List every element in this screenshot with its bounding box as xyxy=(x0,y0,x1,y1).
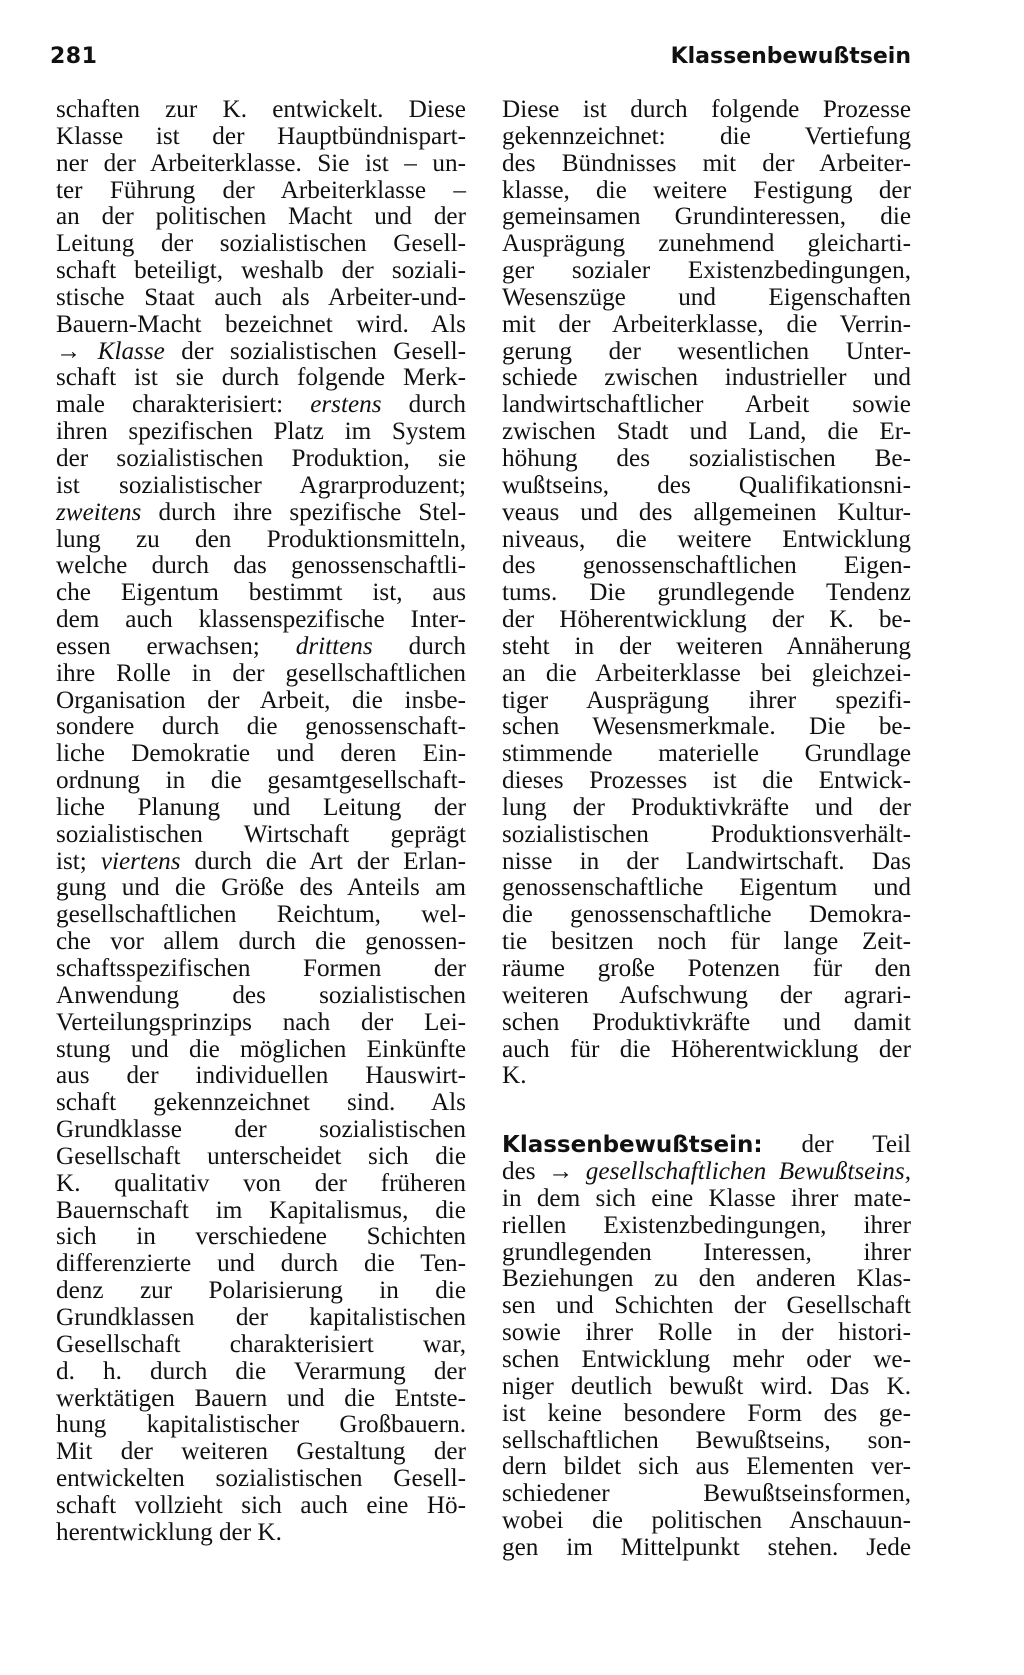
line-text: lung der Produktivkräfte und der xyxy=(502,793,911,821)
line-text: gung und die Größe des Anteils am xyxy=(56,874,466,902)
text-line xyxy=(56,1144,466,1171)
line-text: des Bündnisses mit der Arbeiter- xyxy=(502,149,911,177)
line-text: d. h. durch die Verarmung der xyxy=(56,1357,466,1385)
text-line xyxy=(56,151,466,178)
line-text: Mit der weiteren Gestaltung der xyxy=(56,1438,466,1466)
text-line xyxy=(502,849,911,876)
line-text: gesellschaftlichen Reichtum, wel- xyxy=(56,901,466,929)
text-line xyxy=(502,124,911,151)
line-text: entwickelten sozialistischen Gesell- xyxy=(56,1465,466,1493)
text-line xyxy=(502,392,911,419)
text-line xyxy=(56,1305,466,1332)
text-line xyxy=(56,741,466,768)
text-line xyxy=(56,849,466,876)
text-line xyxy=(56,473,466,500)
text-line xyxy=(56,1520,466,1547)
text-line xyxy=(56,1359,466,1386)
text-line xyxy=(56,339,466,366)
text-line xyxy=(56,795,466,822)
text-line xyxy=(502,822,911,849)
page-number: 281 xyxy=(50,44,98,69)
text-line xyxy=(56,902,466,929)
line-text: gen im Mittelpunkt stehen. Jede xyxy=(502,1533,911,1561)
line-text: aus der individuellen Hauswirt- xyxy=(56,1062,466,1090)
text-line xyxy=(502,1481,911,1508)
line-text: werktätigen Bauern und die Entste- xyxy=(56,1384,466,1412)
text-line xyxy=(502,1132,911,1159)
text-line xyxy=(56,446,466,473)
text-line xyxy=(502,97,911,124)
text-line xyxy=(56,1198,466,1225)
text-line xyxy=(502,258,911,285)
text-line xyxy=(502,151,911,178)
line-text: zwischen Stadt und Land, die Er- xyxy=(502,418,911,446)
italic-term: drittens xyxy=(295,632,373,660)
text-line xyxy=(56,527,466,554)
line-text: stimmende materielle Grundlage xyxy=(502,740,911,768)
text-line xyxy=(502,473,911,500)
line-text: schaft beteiligt, weshalb der soziali- xyxy=(56,257,466,285)
line-text: schaft vollzieht sich auch eine Hö- xyxy=(56,1491,466,1519)
line-text: schen Wesensmerkmale. Die be- xyxy=(502,713,911,741)
running-head: Klassenbewußtsein xyxy=(670,44,911,69)
line-text: tie besitzen noch für lange Zeit- xyxy=(502,928,911,956)
left-column xyxy=(56,97,466,1547)
text-line xyxy=(502,339,911,366)
text-line xyxy=(502,929,911,956)
line-text: Wesenszüge und Eigenschaften xyxy=(502,283,911,311)
line-text: K. xyxy=(502,1062,527,1090)
text-line xyxy=(502,634,911,661)
line-text: des genossenschaftlichen Eigen- xyxy=(502,552,911,580)
line-text: der Teil xyxy=(762,1131,911,1159)
italic-term: viertens xyxy=(100,847,181,875)
text-line xyxy=(502,875,911,902)
line-text: Leitung der sozialistischen Gesell- xyxy=(56,230,466,258)
text-line xyxy=(56,1386,466,1413)
line-text: ihre Rolle in der gesellschaftlichen xyxy=(56,659,466,687)
line-text: schaftsspezifischen Formen der xyxy=(56,955,466,982)
line-text: Gesellschaft unterscheidet sich die xyxy=(56,1142,466,1170)
text-line xyxy=(56,1493,466,1520)
line-text: differenzierte und durch die Ten- xyxy=(56,1250,466,1278)
text-line xyxy=(502,1037,911,1064)
line-text: male charakterisiert: xyxy=(56,391,311,419)
line-text: in dem sich eine Klasse ihrer mate- xyxy=(502,1184,911,1212)
text-line xyxy=(56,929,466,956)
right-column xyxy=(502,97,911,1562)
line-text: Ausprägung zunehmend gleicharti- xyxy=(502,230,911,258)
text-line xyxy=(502,365,911,392)
text-line xyxy=(502,1063,911,1090)
text-line xyxy=(502,1320,911,1347)
line-text: niger deutlich bewußt wird. Das K. xyxy=(502,1372,911,1400)
text-line xyxy=(56,231,466,258)
text-line xyxy=(56,419,466,446)
text-line xyxy=(56,634,466,661)
text-line xyxy=(56,607,466,634)
line-text: sozialistischen Produktionsverhält- xyxy=(502,820,911,848)
line-text: ihren spezifischen Platz im System xyxy=(56,418,466,446)
line-text: schiede zwischen industrieller und xyxy=(502,364,911,392)
text-line xyxy=(56,392,466,419)
line-text: steht in der weiteren Annäherung xyxy=(502,632,911,660)
line-text: ist; xyxy=(56,847,101,875)
text-line xyxy=(502,204,911,231)
text-line xyxy=(56,1332,466,1359)
text-line xyxy=(502,1293,911,1320)
text-line xyxy=(502,231,911,258)
line-text: Bauernschaft im Kapitalismus, die xyxy=(56,1196,466,1224)
text-line xyxy=(56,1090,466,1117)
line-text: hung kapitalistischer Großbauern. xyxy=(56,1411,466,1439)
line-text: dem auch klassenspezifische Inter- xyxy=(56,606,466,634)
text-line xyxy=(56,1171,466,1198)
line-text: an der politischen Macht und der xyxy=(56,203,466,231)
line-text: ger sozialer Existenzbedingungen, xyxy=(502,257,911,285)
italic-term: erstens xyxy=(310,391,382,419)
italic-term: Klasse xyxy=(97,337,165,365)
line-text: stung und die möglichen Einkünfte xyxy=(56,1035,466,1063)
line-text: an die Arbeiterklasse bei gleichzei- xyxy=(502,659,911,687)
text-line xyxy=(56,124,466,151)
line-text: ordnung in die gesamtgesellschaft- xyxy=(56,767,466,795)
line-text: Anwendung des sozialistischen xyxy=(56,981,466,1009)
line-text: des → xyxy=(502,1158,586,1186)
line-text: sellschaftlichen Bewußtseins, son- xyxy=(502,1426,911,1454)
text-line xyxy=(56,1063,466,1090)
line-text: auch für die Höherentwicklung der xyxy=(502,1035,911,1063)
text-line xyxy=(502,1347,911,1374)
text-line xyxy=(502,1454,911,1481)
line-text: weiteren Aufschwung der agrari- xyxy=(502,981,911,1009)
text-line xyxy=(502,1508,911,1535)
text-line xyxy=(56,688,466,715)
text-line xyxy=(56,1010,466,1037)
text-line xyxy=(56,580,466,607)
text-line xyxy=(56,983,466,1010)
line-text: räume große Potenzen für den xyxy=(502,955,911,982)
line-text: Diese ist durch folgende Prozesse xyxy=(502,96,911,123)
line-text: ist keine besondere Form des ge- xyxy=(502,1399,911,1427)
text-line xyxy=(56,204,466,231)
text-line xyxy=(56,661,466,688)
line-text: denz zur Polarisierung in die xyxy=(56,1277,466,1305)
text-line xyxy=(502,553,911,580)
line-text: niveaus, die weitere Entwicklung xyxy=(502,525,911,553)
line-text: Grundklasse der sozialistischen xyxy=(56,1116,466,1144)
line-text: der sozialistischen Produktion, sie xyxy=(56,444,466,472)
text-line xyxy=(502,1428,911,1455)
text-line xyxy=(56,365,466,392)
text-line xyxy=(502,688,911,715)
line-text: schaft gekennzeichnet sind. Als xyxy=(56,1089,466,1117)
line-text: wußtseins, des Qualifikationsni- xyxy=(502,471,911,499)
text-line xyxy=(56,258,466,285)
line-text: schiedener Bewußtseinsformen, xyxy=(502,1480,911,1508)
line-text: sen und Schichten der Gesellschaft xyxy=(502,1292,911,1320)
text-line xyxy=(56,1117,466,1144)
text-line xyxy=(502,1240,911,1267)
line-text: tums. Die grundlegende Tendenz xyxy=(502,579,911,607)
line-text: sozialistischen Wirtschaft geprägt xyxy=(56,820,466,848)
line-text: höhung des sozialistischen Be- xyxy=(502,444,911,472)
line-text: stische Staat auch als Arbeiter-und- xyxy=(56,283,466,311)
line-text: ter Führung der Arbeiterklasse – xyxy=(56,176,466,204)
line-text: die genossenschaftliche Demokra- xyxy=(502,901,911,929)
line-text: gekennzeichnet: die Vertiefung xyxy=(502,122,911,150)
line-text: Beziehungen zu den anderen Klas- xyxy=(502,1265,911,1293)
text-line xyxy=(502,527,911,554)
line-text: tiger Ausprägung ihrer spezifi- xyxy=(502,686,911,714)
line-text: schen Produktivkräfte und damit xyxy=(502,1008,911,1036)
line-text: ner der Arbeiterklasse. Sie ist – un- xyxy=(56,149,466,177)
text-line xyxy=(502,1535,911,1562)
line-text: ist sozialistischer Agrarproduzent; xyxy=(56,471,466,499)
text-line xyxy=(502,500,911,527)
line-text: wobei die politischen Anschauun- xyxy=(502,1507,911,1535)
text-line xyxy=(502,1374,911,1401)
line-text: dern bildet sich aus Elementen ver- xyxy=(502,1453,911,1481)
line-text: klasse, die weitere Festigung der xyxy=(502,176,911,204)
text-line xyxy=(502,741,911,768)
text-line xyxy=(502,1159,911,1186)
line-text: durch ihre spezifische Stel- xyxy=(141,498,466,526)
text-line xyxy=(502,580,911,607)
text-line xyxy=(502,1266,911,1293)
line-text: durch xyxy=(381,391,466,419)
text-line xyxy=(502,178,911,205)
line-text: liche Demokratie und deren Ein- xyxy=(56,740,466,768)
text-line xyxy=(502,1213,911,1240)
line-text: landwirtschaftlicher Arbeit sowie xyxy=(502,391,911,419)
text-line xyxy=(502,1010,911,1037)
line-text: schaften zur K. entwickelt. Diese xyxy=(56,96,466,123)
line-text: liche Planung und Leitung der xyxy=(56,793,466,821)
line-text: veaus und des allgemeinen Kultur- xyxy=(502,498,911,526)
line-text: Klasse ist der Hauptbündnispart- xyxy=(56,122,466,150)
entry-keyword: Klassenbewußtsein: xyxy=(502,1132,763,1159)
text-line xyxy=(502,661,911,688)
text-line xyxy=(502,607,911,634)
italic-term: gesellschaftlichen Bewußtseins, xyxy=(585,1158,911,1186)
text-line xyxy=(56,956,466,983)
text-line xyxy=(56,312,466,339)
line-text: riellen Existenzbedingungen, ihrer xyxy=(502,1211,911,1239)
text-line xyxy=(502,285,911,312)
line-text: durch xyxy=(372,632,466,660)
text-line xyxy=(56,875,466,902)
text-line xyxy=(56,768,466,795)
line-text: dieses Prozesses ist die Entwick- xyxy=(502,767,911,795)
line-text: sondere durch die genossenschaft- xyxy=(56,713,466,741)
text-line xyxy=(502,956,911,983)
text-line xyxy=(56,822,466,849)
paragraph-gap xyxy=(502,1090,911,1132)
text-line xyxy=(502,714,911,741)
text-line xyxy=(56,1224,466,1251)
text-line xyxy=(502,795,911,822)
line-text: grundlegenden Interessen, ihrer xyxy=(502,1238,911,1266)
italic-term: zweitens xyxy=(56,498,142,526)
line-text: Bauern-Macht bezeichnet wird. Als xyxy=(56,310,466,338)
text-line xyxy=(502,902,911,929)
line-text: schaft ist sie durch folgende Merk- xyxy=(56,364,466,392)
text-line xyxy=(56,500,466,527)
line-text: Gesellschaft charakterisiert war, xyxy=(56,1330,466,1358)
line-text: Verteilungsprinzips nach der Lei- xyxy=(56,1008,466,1036)
line-text: → xyxy=(56,337,98,365)
line-text: Grundklassen der kapitalistischen xyxy=(56,1303,466,1331)
text-line xyxy=(502,1186,911,1213)
line-text: che vor allem durch die genossen- xyxy=(56,928,466,956)
text-line xyxy=(502,446,911,473)
line-text: welche durch das genossenschaftli- xyxy=(56,552,466,580)
text-line xyxy=(56,178,466,205)
text-line xyxy=(56,1412,466,1439)
line-text: che Eigentum bestimmt ist, aus xyxy=(56,579,466,607)
text-line xyxy=(56,97,466,124)
line-text: sich in verschiedene Schichten xyxy=(56,1223,466,1251)
line-text: nisse in der Landwirtschaft. Das xyxy=(502,847,911,875)
text-line xyxy=(56,1251,466,1278)
line-text: durch die Art der Erlan- xyxy=(180,847,466,875)
line-text: schen Entwicklung mehr oder we- xyxy=(502,1345,911,1373)
text-line xyxy=(56,553,466,580)
text-line xyxy=(502,1401,911,1428)
line-text: Organisation der Arbeit, die insbe- xyxy=(56,686,466,714)
line-text: herentwicklung der K. xyxy=(56,1518,282,1546)
line-text: der Höherentwicklung der K. be- xyxy=(502,606,911,634)
line-text: sowie ihrer Rolle in der histori- xyxy=(502,1319,911,1347)
line-text: genossenschaftliche Eigentum und xyxy=(502,874,911,902)
line-text: gemeinsamen Grundinteressen, die xyxy=(502,203,911,231)
text-line xyxy=(56,1278,466,1305)
text-line xyxy=(502,419,911,446)
line-text: gerung der wesentlichen Unter- xyxy=(502,337,911,365)
line-text: lung zu den Produktionsmitteln, xyxy=(56,525,466,553)
text-line xyxy=(56,714,466,741)
text-line xyxy=(502,983,911,1010)
text-line xyxy=(56,1466,466,1493)
line-text: essen erwachsen; xyxy=(56,632,296,660)
text-line xyxy=(502,768,911,795)
line-text: mit der Arbeiterklasse, die Verrin- xyxy=(502,310,911,338)
text-line xyxy=(56,1037,466,1064)
line-text: K. qualitativ von der früheren xyxy=(56,1169,466,1197)
text-line xyxy=(56,1439,466,1466)
line-text: der sozialistischen Gesell- xyxy=(164,337,467,365)
text-line xyxy=(56,285,466,312)
text-line xyxy=(502,312,911,339)
